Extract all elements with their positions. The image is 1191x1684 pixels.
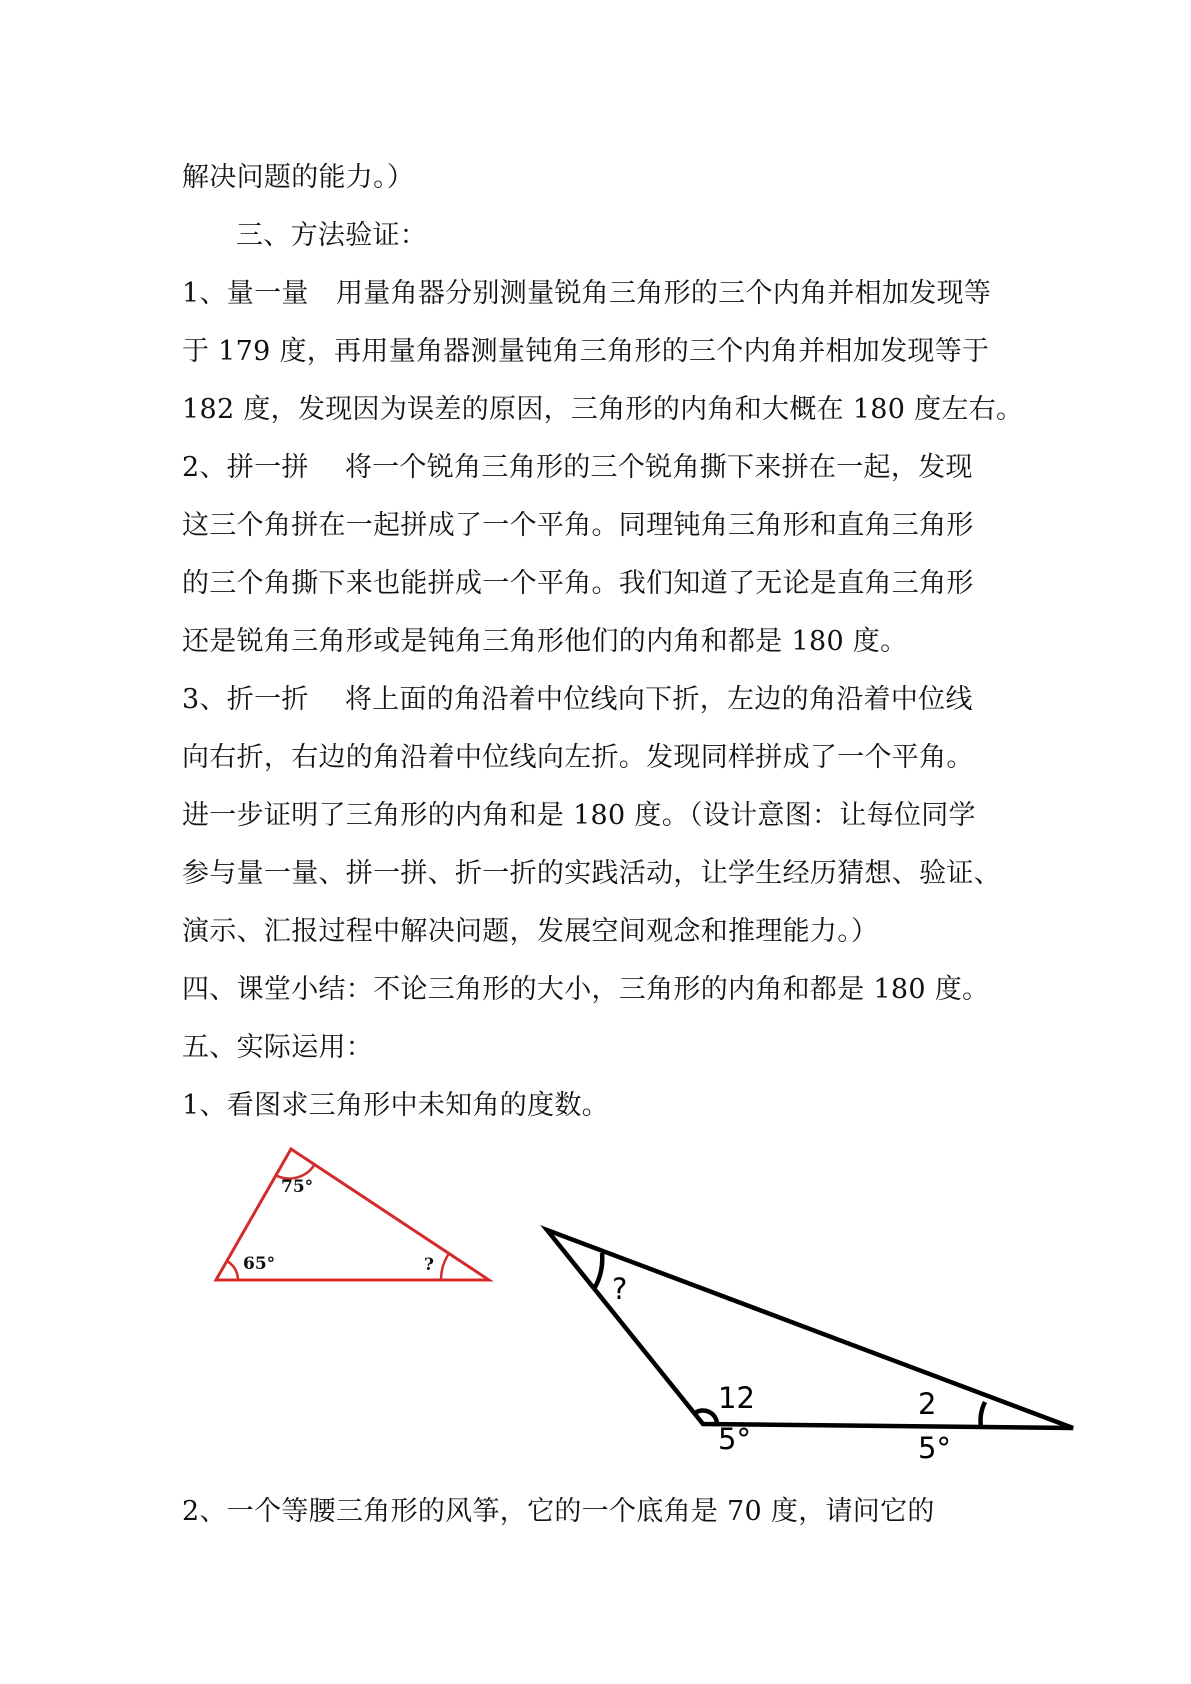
triangle-1-left-angle-arc bbox=[227, 1261, 238, 1280]
triangle-1-top-angle-label: 75° bbox=[281, 1177, 314, 1197]
text-line-4: 于 179 度，再用量角器测量钝角三角形的三个内角并相加发现等于 bbox=[182, 336, 990, 367]
text-line-1: 解决问题的能力。） bbox=[182, 162, 415, 193]
triangle-2-outline bbox=[547, 1230, 1073, 1428]
triangle-2-top-angle-arc bbox=[594, 1253, 602, 1289]
text-line-6: 2、拼一拼 将一个锐角三角形的三个锐角撕下来拼在一起，发现 bbox=[182, 452, 973, 483]
text-line-10: 3、折一折 将上面的角沿着中位线向下折，左边的角沿着中位线 bbox=[182, 684, 973, 715]
text-line-12: 进一步证明了三角形的内角和是 180 度。（设计意图：让每位同学 bbox=[182, 800, 976, 831]
question-1: 1、看图求三角形中未知角的度数。 bbox=[182, 1090, 609, 1121]
triangle-2-bottom-right-angle-arc bbox=[981, 1402, 985, 1427]
triangle-2-bottom-right-label-part-2: 5° bbox=[918, 1431, 951, 1465]
triangle-2-bottom-left-label-part-2: 5° bbox=[718, 1422, 751, 1456]
triangle-2-bottom-right-label-part-1: 2 bbox=[918, 1387, 937, 1421]
section-heading-method-verify: 三、方法验证： bbox=[236, 220, 428, 251]
text-line-5: 182 度，发现因为误差的原因，三角形的内角和大概在 180 度左右。 bbox=[182, 394, 1024, 425]
question-2: 2、一个等腰三角形的风筝，它的一个底角是 70 度，请问它的 bbox=[182, 1496, 935, 1527]
section-heading-summary: 四、课堂小结：不论三角形的大小，三角形的内角和都是 180 度。 bbox=[182, 974, 990, 1005]
triangle-1-unknown-angle-label: ? bbox=[424, 1255, 434, 1275]
triangle-figure-1 bbox=[210, 1140, 500, 1290]
triangle-2-unknown-angle-label: ? bbox=[612, 1272, 628, 1306]
section-heading-practice: 五、实际运用： bbox=[182, 1032, 374, 1063]
text-line-11: 向右折，右边的角沿着中位线向左折。发现同样拼成了一个平角。 bbox=[182, 742, 974, 773]
triangle-1-left-angle-label: 65° bbox=[243, 1254, 276, 1274]
text-line-13: 参与量一量、拼一拼、折一折的实践活动，让学生经历猜想、验证、 bbox=[182, 858, 1001, 889]
text-line-3: 1、量一量 用量角器分别测量锐角三角形的三个内角并相加发现等 bbox=[182, 278, 992, 309]
text-line-14: 演示、汇报过程中解决问题，发展空间观念和推理能力。） bbox=[182, 916, 879, 947]
triangle-figure-2 bbox=[540, 1222, 1080, 1467]
triangle-2-bottom-left-label-part-1: 12 bbox=[718, 1381, 755, 1415]
text-line-9: 还是锐角三角形或是钝角三角形他们的内角和都是 180 度。 bbox=[182, 626, 908, 657]
text-line-8: 的三个角撕下来也能拼成一个平角。我们知道了无论是直角三角形 bbox=[182, 568, 974, 599]
triangle-1-right-angle-arc bbox=[441, 1254, 449, 1281]
text-line-7: 这三个角拼在一起拼成了一个平角。同理钝角三角形和直角三角形 bbox=[182, 510, 974, 541]
